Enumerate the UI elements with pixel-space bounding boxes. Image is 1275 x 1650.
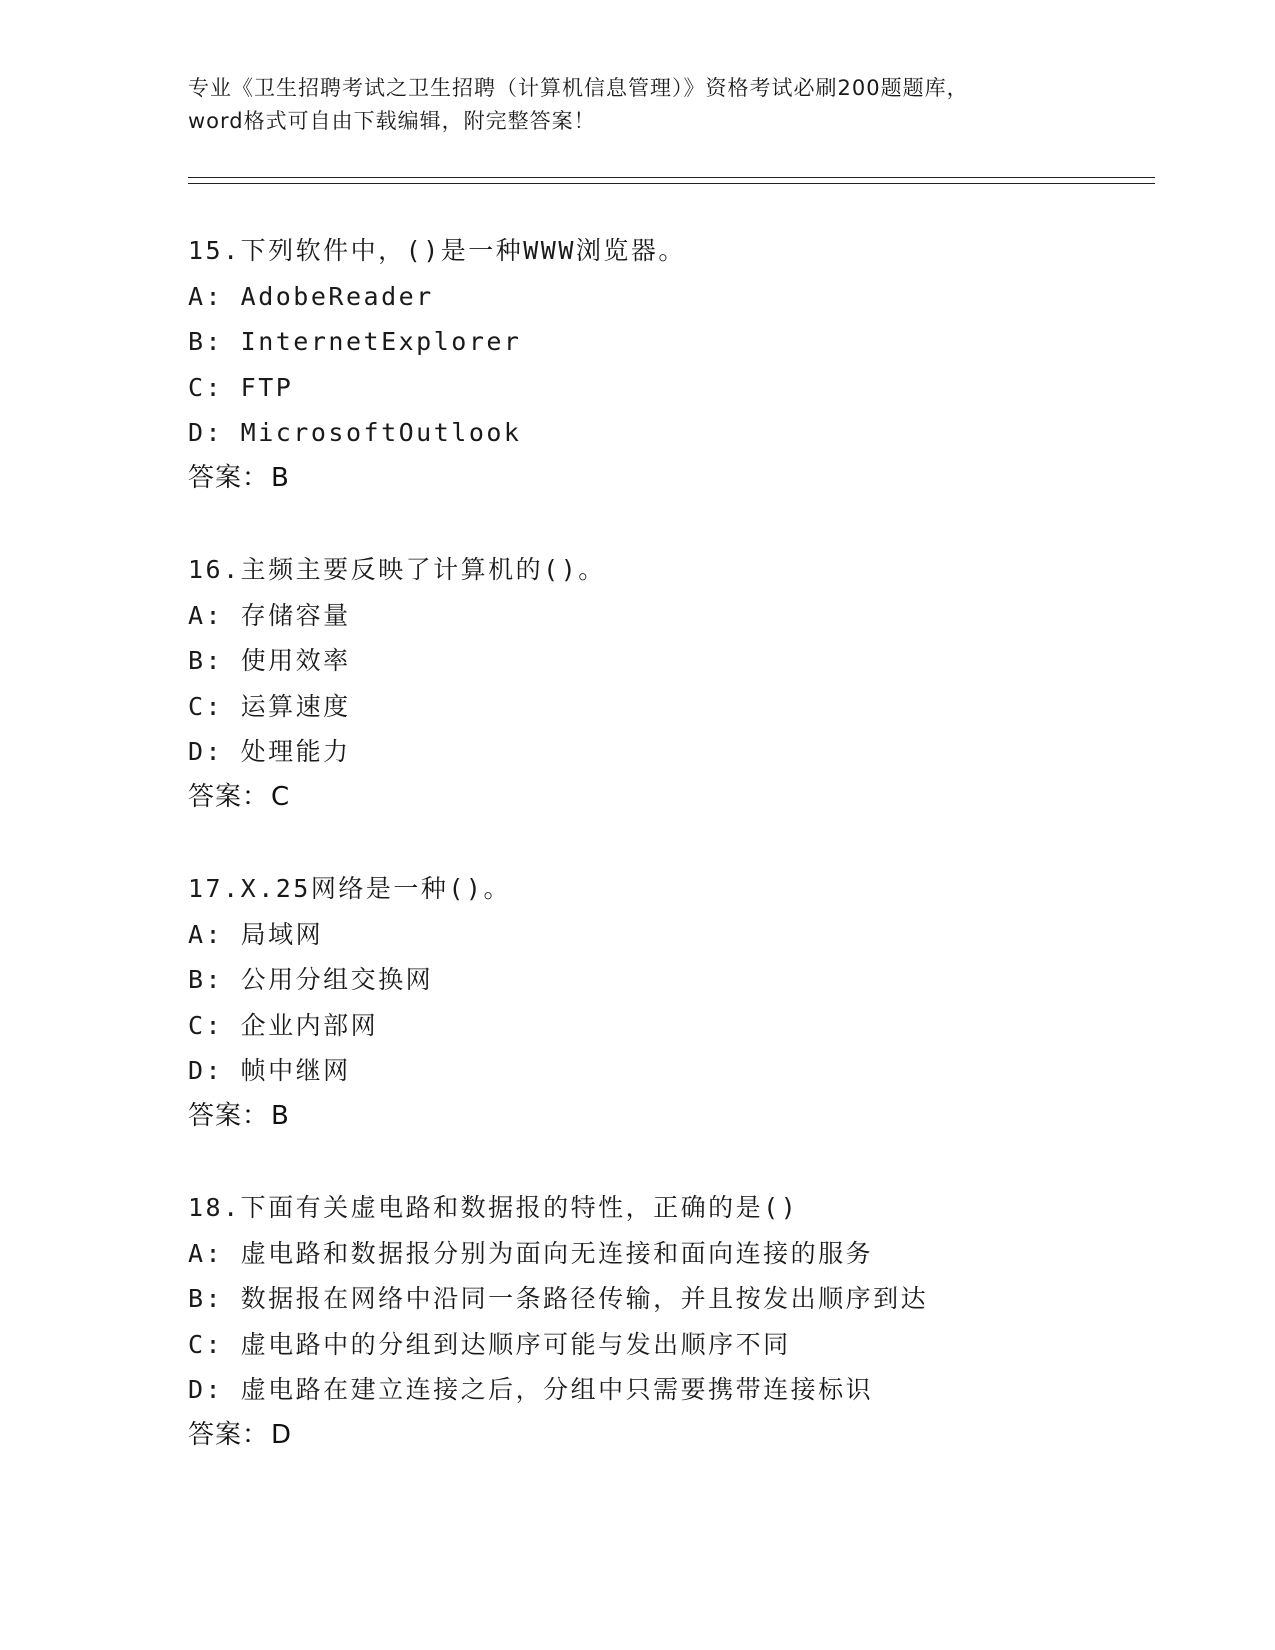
- header-divider-top: [188, 177, 1155, 178]
- option-d: D: 帧中继网: [188, 1056, 351, 1085]
- question-15: [188, 228, 1148, 501]
- question-18: [188, 1185, 1148, 1458]
- option-c: C: 运算速度: [188, 691, 351, 721]
- option-c: C: 虚电路中的分组到达顺序可能与发出顺序不同: [188, 1329, 791, 1359]
- document-header: [188, 72, 1088, 138]
- option-c: C: 企业内部网: [188, 1010, 379, 1040]
- answer-value: D: [271, 1419, 293, 1450]
- answer-value: B: [271, 462, 290, 493]
- option-d: D: 虚电路在建立连接之后，分组中只需要携带连接标识: [188, 1375, 874, 1404]
- answer-value: C: [271, 781, 291, 812]
- answer-line: [188, 1094, 1148, 1139]
- answer-label: 答案：: [188, 1419, 270, 1450]
- question-17: [188, 866, 1148, 1139]
- option-d: D: 处理能力: [188, 737, 351, 766]
- answer-label: 答案：: [188, 781, 270, 812]
- answer-value: B: [271, 1100, 290, 1131]
- option-b: B: InternetExplorer: [188, 327, 522, 356]
- answer-label: 答案：: [188, 1100, 270, 1131]
- option-a: A: AdobeReader: [188, 281, 434, 311]
- option-b: B: 使用效率: [188, 646, 351, 675]
- option-a: A: 存储容量: [188, 600, 351, 630]
- header-divider-bottom: [188, 183, 1155, 184]
- question-stem: 16.主频主要反映了计算机的()。: [188, 555, 606, 584]
- option-b: B: 数据报在网络中沿同一条路径传输，并且按发出顺序到达: [188, 1284, 929, 1313]
- header-line-1: 专业《卫生招聘考试之卫生招聘（计算机信息管理）》资格考试必刷200题题库，: [188, 76, 969, 100]
- option-a: A: 虚电路和数据报分别为面向无连接和面向连接的服务: [188, 1238, 874, 1268]
- answer-label: 答案：: [188, 462, 270, 493]
- option-c: C: FTP: [188, 372, 294, 402]
- answer-line: [188, 1413, 1148, 1458]
- option-a: A: 局域网: [188, 919, 324, 949]
- answer-line: [188, 456, 1148, 501]
- question-stem: 17.X.25网络是一种()。: [188, 874, 511, 903]
- option-b: B: 公用分组交换网: [188, 965, 434, 994]
- header-line-2: word格式可自由下载编辑，附完整答案！: [188, 109, 596, 133]
- question-16: [188, 547, 1148, 820]
- option-d: D: MicrosoftOutlook: [188, 418, 522, 447]
- question-stem: 18.下面有关虚电路和数据报的特性，正确的是(): [188, 1193, 799, 1222]
- answer-line: [188, 775, 1148, 820]
- question-stem: 15.下列软件中，()是一种WWW浏览器。: [188, 236, 686, 265]
